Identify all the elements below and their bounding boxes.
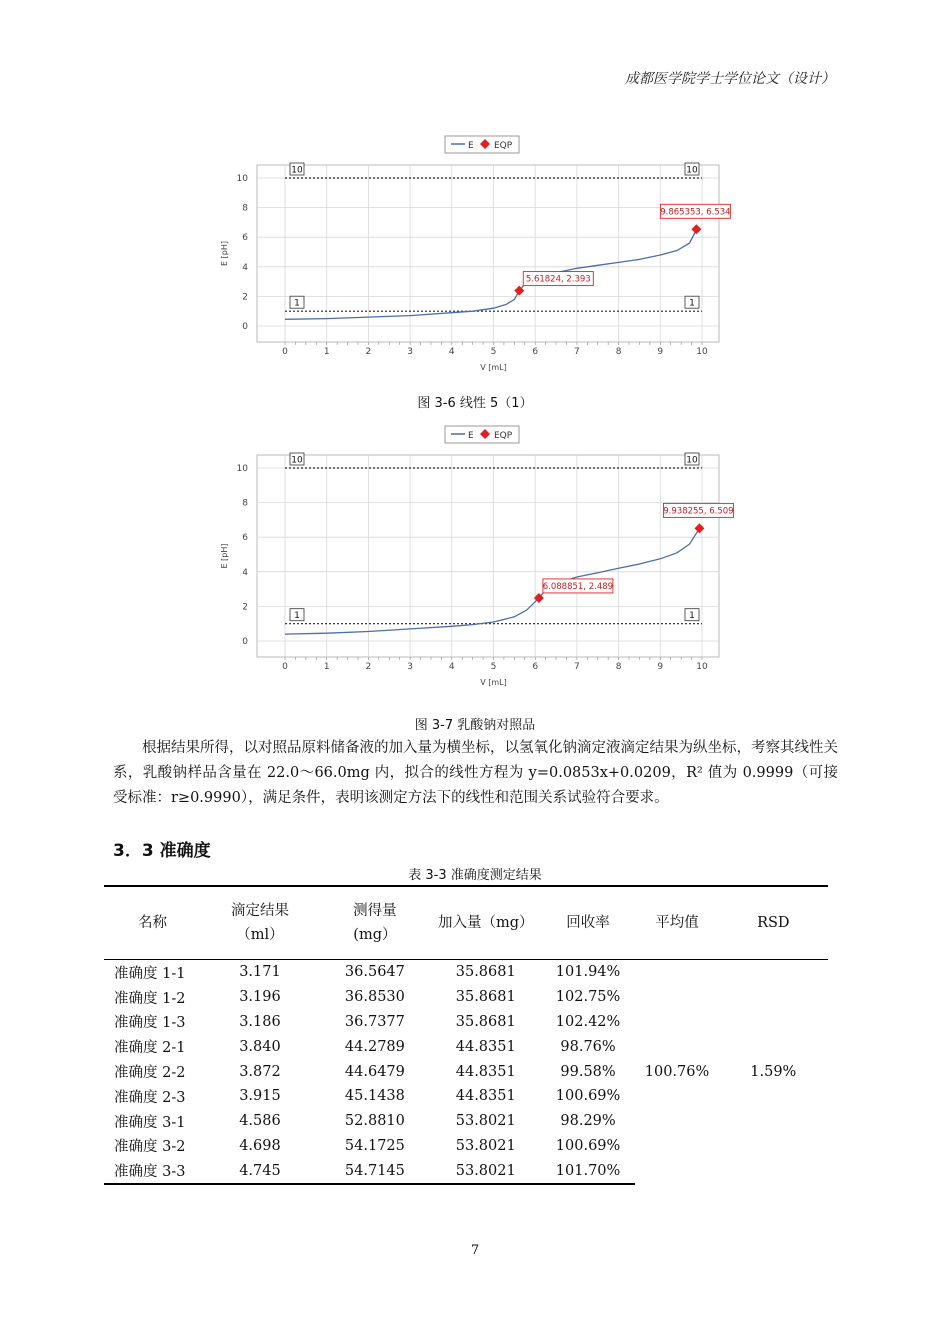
- legend-label-e: E: [468, 431, 474, 441]
- x-tick-label: 10: [696, 347, 708, 357]
- cell-recovery: 100.69%: [555, 1137, 621, 1154]
- cell-recovery: 98.76%: [560, 1038, 616, 1055]
- col-header-measured: [319, 886, 431, 960]
- cell-titration: 3.915: [239, 1088, 281, 1105]
- limit-marker-label: 1: [294, 298, 300, 309]
- y-tick-label: 2: [242, 292, 248, 303]
- titration-chart-1: [215, 130, 735, 375]
- cell-recovery: 102.75%: [555, 989, 621, 1006]
- table-caption: 表 3-3 准确度测定结果: [408, 868, 542, 883]
- x-tick-label: 1: [323, 347, 330, 357]
- cell-name: 准确度 3-2: [114, 1139, 186, 1156]
- x-tick-label: 5: [490, 347, 497, 357]
- results-paragraph: [113, 736, 838, 811]
- x-tick-label: 8: [615, 347, 622, 357]
- plot-area: [257, 455, 719, 657]
- limit-marker-label: 1: [689, 298, 695, 309]
- cell-titration: 3.872: [239, 1063, 281, 1080]
- y-axis-label: E [pH]: [220, 543, 229, 569]
- cell-added: 53.8021: [455, 1137, 516, 1154]
- col-header-recovery: 回收率: [541, 886, 636, 960]
- cell-titration: 3.171: [239, 964, 281, 981]
- x-tick-label: 4: [448, 662, 455, 672]
- cell-recovery: 102.42%: [555, 1013, 621, 1030]
- figure-caption-2: 图 3-7 乳酸钠对照品: [414, 718, 536, 733]
- cell-titration: 3.196: [239, 989, 281, 1006]
- cell-recovery: 98.29%: [560, 1113, 616, 1130]
- cell-titration: 4.745: [201, 1158, 319, 1184]
- paragraph-text: 根据结果所得，以对照品原料储备液的加入量为横坐标，以氢氧化钠滴定液滴定结果为纵坐标，考察其线性关系，乳酸钠样品含量在 22.0～66.0mg 内，拟合的线性方程为 y=0.0853x+0.0209，R² 值为 0.9999（可接受标准：r≥0.9990），满足条件，表明该测定方法下的线性和范围关系试验符合要求。: [113, 740, 838, 806]
- x-tick-label: 7: [574, 662, 580, 672]
- x-tick-label: 3: [407, 347, 413, 357]
- y-tick-label: 4: [242, 262, 248, 273]
- x-axis-label: V [mL]: [480, 363, 507, 372]
- x-tick-label: 6: [532, 347, 539, 357]
- y-tick-label: 8: [242, 498, 248, 509]
- limit-marker-label: 1: [689, 611, 695, 622]
- limit-marker-label: 10: [291, 455, 303, 466]
- cell-added: 44.8351: [455, 1038, 516, 1055]
- y-tick-label: 6: [242, 233, 248, 244]
- cell-name: 准确度 3-3: [104, 1158, 201, 1184]
- y-tick-label: 0: [242, 637, 248, 647]
- x-tick-label: 8: [615, 662, 622, 672]
- x-tick-label: 1: [323, 662, 330, 672]
- y-tick-label: 10: [236, 174, 248, 184]
- x-tick-label: 7: [574, 347, 580, 357]
- x-tick-label: 2: [365, 662, 372, 672]
- x-tick-label: 10: [696, 662, 708, 672]
- cell-name: 准确度 2-2: [114, 1065, 186, 1082]
- cell-rsd: 1.59%: [750, 1064, 797, 1081]
- running-header: 成都医学院学士学位论文（设计）: [625, 71, 835, 87]
- cell-titration: 4.586: [239, 1113, 281, 1130]
- y-tick-label: 10: [236, 464, 248, 474]
- eqp-label: 9.865353, 6.534: [660, 207, 731, 218]
- legend-label-eqp: EQP: [494, 431, 513, 441]
- x-tick-label: 9: [657, 347, 664, 357]
- cell-added: 35.8681: [455, 989, 516, 1006]
- cell-added: 35.8681: [455, 1013, 516, 1030]
- x-tick-label: 0: [282, 347, 288, 357]
- limit-marker-label: 1: [294, 611, 300, 622]
- cell-titration: 3.186: [239, 1013, 281, 1030]
- y-tick-label: 2: [242, 602, 248, 613]
- cell-name: 准确度 2-1: [114, 1040, 186, 1057]
- cell-measured: 36.7377: [344, 1013, 405, 1030]
- y-tick-label: 8: [242, 203, 248, 214]
- cell-measured: 45.1438: [344, 1088, 405, 1105]
- y-tick-label: 6: [242, 533, 248, 544]
- figure-caption-1: 图 3-6 线性 5（1）: [417, 396, 533, 411]
- table-header-row: [104, 886, 828, 960]
- col-header-titration-text: 滴定结果（ml）: [230, 903, 289, 943]
- cell-name: 准确度 1-3: [114, 1015, 186, 1032]
- y-tick-label: 0: [242, 322, 248, 332]
- cell-added: 35.8681: [455, 964, 516, 981]
- cell-titration: 3.840: [239, 1038, 281, 1055]
- cell-name: 准确度 1-1: [114, 965, 186, 982]
- cell-added: 53.8021: [431, 1158, 541, 1184]
- cell-recovery: 101.70%: [541, 1158, 636, 1184]
- titration-chart-2: [215, 420, 735, 705]
- y-axis-label: E [pH]: [220, 241, 229, 266]
- table-row: [104, 960, 828, 985]
- cell-measured: 44.2789: [344, 1038, 405, 1055]
- cell-name: 准确度 1-2: [114, 990, 186, 1007]
- cell-name: 准确度 2-3: [114, 1089, 186, 1106]
- x-tick-label: 6: [532, 662, 539, 672]
- cell-measured: 54.1725: [344, 1137, 405, 1154]
- cell-measured: 36.8530: [344, 989, 405, 1006]
- col-header-rsd: RSD: [719, 886, 828, 960]
- x-tick-label: 2: [365, 347, 372, 357]
- cell-titration: 4.698: [239, 1137, 281, 1154]
- cell-measured: 44.6479: [344, 1063, 405, 1080]
- x-tick-label: 3: [407, 662, 413, 672]
- legend-label-eqp: EQP: [494, 141, 513, 151]
- x-tick-label: 4: [448, 347, 455, 357]
- cell-measured: 54.7145: [319, 1158, 431, 1184]
- cell-average: 100.76%: [644, 1064, 710, 1081]
- accuracy-table: [104, 885, 828, 1185]
- cell-recovery: 101.94%: [555, 964, 621, 981]
- col-header-titration: [201, 886, 319, 960]
- legend-label-e: E: [468, 141, 474, 151]
- plot-area: [257, 165, 719, 342]
- limit-marker-label: 10: [686, 455, 698, 466]
- cell-measured: 52.8810: [344, 1113, 405, 1130]
- cell-recovery: 100.69%: [555, 1088, 621, 1105]
- limit-marker-label: 10: [686, 165, 698, 176]
- page-number: 7: [470, 1243, 480, 1258]
- x-tick-label: 0: [282, 662, 288, 672]
- section-heading: 3．3 准确度: [113, 841, 211, 861]
- cell-recovery: 99.58%: [560, 1063, 616, 1080]
- cell-added: 53.8021: [455, 1113, 516, 1130]
- col-header-average: 平均值: [635, 886, 718, 960]
- x-axis-label: V [mL]: [480, 678, 507, 687]
- cell-added: 44.8351: [455, 1063, 516, 1080]
- x-tick-label: 5: [490, 662, 497, 672]
- col-header-name: 名称: [104, 886, 201, 960]
- cell-measured: 36.5647: [344, 964, 405, 981]
- col-header-measured-text: 测得量(mg）: [353, 903, 397, 943]
- col-header-added: 加入量（mg）: [431, 886, 541, 960]
- y-tick-label: 4: [242, 567, 248, 578]
- eqp-label: 5.61824, 2.393: [525, 274, 591, 285]
- x-tick-label: 9: [657, 662, 664, 672]
- cell-name: 准确度 3-1: [114, 1114, 186, 1131]
- cell-added: 44.8351: [455, 1088, 516, 1105]
- limit-marker-label: 10: [291, 165, 303, 176]
- eqp-label: 6.088851, 2.489: [542, 581, 614, 592]
- eqp-label: 9.938255, 6.509: [663, 506, 734, 517]
